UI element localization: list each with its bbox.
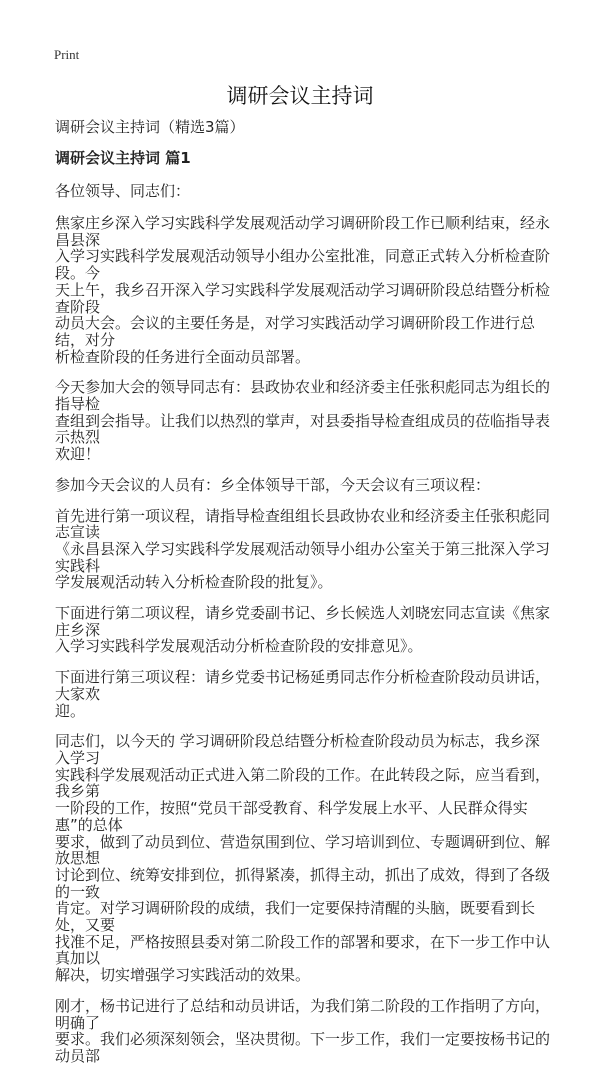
paragraph-line: 同志们，以今天的 学习调研阶段总结暨分析检查阶段动员为标志，我乡深入学习 xyxy=(55,732,540,767)
paragraph-line: 下面进行第三项议程：请乡党委书记杨延勇同志作分析检查阶段动员讲话，大家欢 xyxy=(55,668,551,703)
paragraph xyxy=(55,508,550,592)
paragraph-line: 要求，做到了动员到位、营造氛围到位、学习培训到位、专题调研到位、解放思想 xyxy=(55,832,551,868)
paragraph-line: 今天参加大会的领导同志有：县政协农业和经济委主任张积彪同志为组长的指导检 xyxy=(55,378,551,414)
paragraph xyxy=(55,998,550,1065)
paragraphs xyxy=(55,215,550,1065)
paragraph-line: 刚才，杨书记进行了总结和动员讲话，为我们第二阶段的工作指明了方向，明确了 xyxy=(55,996,551,1032)
paragraph-line: 参加今天会议的人员有：乡全体领导干部，今天会议有三项议程： xyxy=(55,475,491,494)
paragraph-line: 天上午，我乡召开深入学习实践科学发展观活动学习调研阶段总结暨分析检查阶段 xyxy=(55,280,551,316)
paragraph-line: 解决，切实增强学习实践活动的效果。 xyxy=(55,966,311,985)
paragraph-line: 下面进行第二项议程，请乡党委副书记、乡长候选人刘晓宏同志宣读《焦家庄乡深 xyxy=(55,604,551,639)
paragraph-line: 肯定。对学习调研阶段的成绩，我们一定要保持清醒的头脑，既要看到长处，又要 xyxy=(55,899,536,935)
page-title: 调研会议主持词 xyxy=(226,84,374,108)
paragraph-line: 要求。我们必须深刻领会，坚决贯彻。下一步工作，我们一定要按杨书记的动员部 xyxy=(55,1030,551,1065)
paragraph-line: 动员大会。会议的主要任务是，对学习实践活动学习调研阶段工作进行总结，对分 xyxy=(55,314,536,349)
paragraph-line: 查组到会指导。让我们以热烈的掌声，对县委指导检查组成员的莅临指导表示热烈 xyxy=(55,411,551,447)
paragraph-line: 实践科学发展观活动正式进入第二阶段的工作。在此转段之际，应当看到，我乡第 xyxy=(55,765,551,801)
paragraph-line: 焦家庄乡深入学习实践科学发展观活动学习调研阶段工作已顺利结束，经永昌县深 xyxy=(55,214,551,249)
paragraph-line: 《永昌县深入学习实践科学发展观活动领导小组办公室关于第三批深入学习实践科 xyxy=(55,539,551,575)
paragraph-line: 首先进行第一项议程，请指导检查组组长县政协农业和经济委主任张积彪同志宣读 xyxy=(55,506,551,542)
section-heading: 调研会议主持词 篇1 xyxy=(55,149,191,167)
paragraph-line: 入学习实践科学发展观活动分析检查阶段的安排意见》。 xyxy=(55,637,423,656)
paragraph xyxy=(55,605,550,655)
greeting: 各位领导、同志们： xyxy=(55,182,191,200)
paragraph-line: 欢迎！ xyxy=(55,445,101,464)
paragraph-line: 讨论到位、统筹安排到位，抓得紧凑，抓得主动，抓出了成效，得到了各级的一致 xyxy=(55,865,551,901)
document-subtitle: 调研会议主持词（精选3篇） xyxy=(55,118,245,136)
paragraph xyxy=(55,733,550,984)
paragraph-line: 找准不足，严格按照县委对第二阶段工作的部署和要求，在下一步工作中认真加以 xyxy=(55,932,551,968)
print-link[interactable]: Print xyxy=(54,47,80,62)
paragraph xyxy=(55,669,550,719)
paragraph-line: 入学习实践科学发展观活动领导小组办公室批准，同意正式转入分析检查阶段。今 xyxy=(55,247,551,283)
paragraph-line: 学发展观活动转入分析检查阶段的批复》。 xyxy=(55,573,333,592)
paragraph-line: 迎。 xyxy=(55,701,86,720)
paragraph-line: 析检查阶段的任务进行全面动员部署。 xyxy=(55,347,311,366)
document-body xyxy=(55,118,550,1065)
paragraph-line: 一阶段的工作，按照“党员干部受教育、科学发展上水平、人民群众得实惠”的总体 xyxy=(55,799,528,834)
paragraph xyxy=(55,215,550,365)
paragraph xyxy=(55,379,550,463)
paragraph xyxy=(55,477,550,494)
